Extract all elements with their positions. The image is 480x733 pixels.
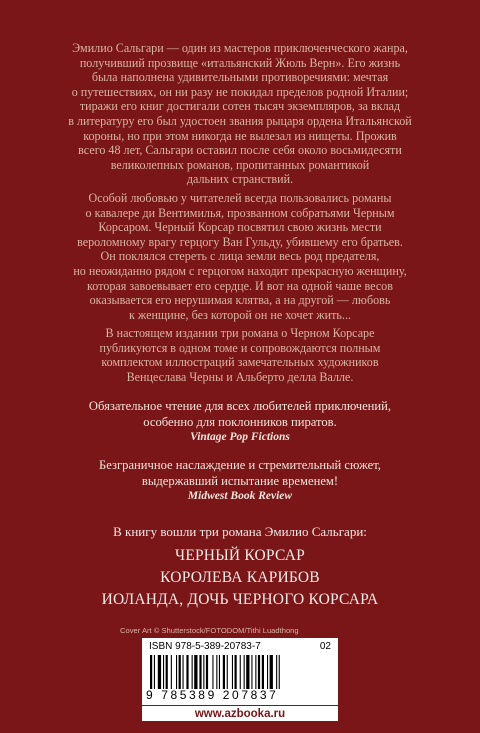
quote-line: особенно для поклонников пиратов. xyxy=(143,414,337,429)
desc-line: Корсаром. Черный Корсар посвятил свою жизнь мести xyxy=(98,220,382,235)
quote-line: Обязательное чтение для всех любителей приключений, xyxy=(88,399,392,413)
quote-line: Безграничное наслаждение и стремительный сюжет, xyxy=(99,458,381,472)
desc-line: комплектом иллюстраций замечательных художников xyxy=(101,355,379,370)
desc-line: публикуются в одном томе и сопровождаются полным xyxy=(99,340,381,355)
desc-line: но неожиданно рядом с герцогом находит прекрасную женщину, xyxy=(73,263,407,278)
novel-title: КОРОЛЕВА КАРИБОВ xyxy=(160,569,320,586)
desc-line: оказывается его нерушимая клятва, а на другой — любовь xyxy=(89,293,391,308)
quote-source: Vintage Pop Fictions xyxy=(190,431,290,443)
novel-title: ИОЛАНДА, ДОЧЬ ЧЕРНОГО КОРСАРА xyxy=(101,591,379,608)
quote-line: выдержавший испытание временем! xyxy=(141,473,339,488)
novel-titles-list xyxy=(0,545,480,611)
desc-line: Особой любовью у читателей всегда пользовались романы xyxy=(88,191,392,205)
barcode-bars-icon xyxy=(150,655,330,689)
desc-line: В настоящем издании три романа о Черном Корсаре xyxy=(105,326,375,340)
desc-line: тиражи его книг достигали сотен тысяч экземпляров, за вклад xyxy=(79,99,401,114)
desc-line: была наполнена удивительными противоречиями: мечтая xyxy=(91,70,389,85)
isbn-barcode xyxy=(142,638,338,705)
description-paragraph-1 xyxy=(0,41,480,187)
desc-line: получивший прозвище «итальянский Жюль Верн». Его жизнь xyxy=(79,55,401,70)
desc-line: короны, но при этом никогда не вылезал из нищеты. Прожив xyxy=(83,128,397,143)
isbn-number xyxy=(149,641,331,652)
desc-line: о путешествиях, он ни разу не покидал пределов родной Италии; xyxy=(71,84,409,99)
review-quote-2 xyxy=(0,458,480,505)
desc-line: Эмилио Сальгари — один из мастеров приключенческого жанра, xyxy=(72,41,408,55)
desc-line: великолепных романов, пропитанных романтикой xyxy=(110,157,370,172)
isbn-text: ISBN 978-5-389-20783-7 xyxy=(149,641,261,652)
novel-title: ЧЕРНЫЙ КОРСАР xyxy=(175,547,305,564)
quote-source: Midwest Book Review xyxy=(187,490,293,502)
review-quote-1 xyxy=(0,399,480,446)
description-paragraph-3 xyxy=(0,326,480,384)
desc-line: вероломному врагу герцогу Ван Гульду, убившему его братьев. xyxy=(77,234,403,249)
desc-line: дальних странствий. xyxy=(186,172,294,187)
isbn-addon: 02 xyxy=(319,641,331,652)
cover-art-credit: Cover Art © Shutterstock/FOTODOM/Tithi Luadthong xyxy=(120,626,299,635)
desc-line: всего 48 лет, Сальгари оставил после себя около восьмидесяти xyxy=(78,143,402,158)
description-paragraph-2 xyxy=(0,191,480,322)
desc-line: Он поклялся стереть с лица земли весь род предателя, xyxy=(100,249,380,264)
desc-line: в литературу его был удостоен звания рыцаря ордена Итальянской xyxy=(68,113,412,128)
desc-line: которая завоевывает его сердце. И вот на одной чаше весов xyxy=(87,278,393,293)
barcode-digits: 9 785389 207837 xyxy=(146,688,279,702)
desc-line: Венцеслава Черны и Альберто делла Валле. xyxy=(126,369,354,384)
desc-line: о кавалере ди Вентимилья, прозванном собратьями Черным xyxy=(85,205,395,220)
publisher-website: www.azbooka.ru xyxy=(142,705,338,721)
contents-intro: В книгу вошли три романа Эмилио Сальгари: xyxy=(113,524,367,539)
desc-line: к женщине, без которой он не хочет жить... xyxy=(128,307,351,322)
